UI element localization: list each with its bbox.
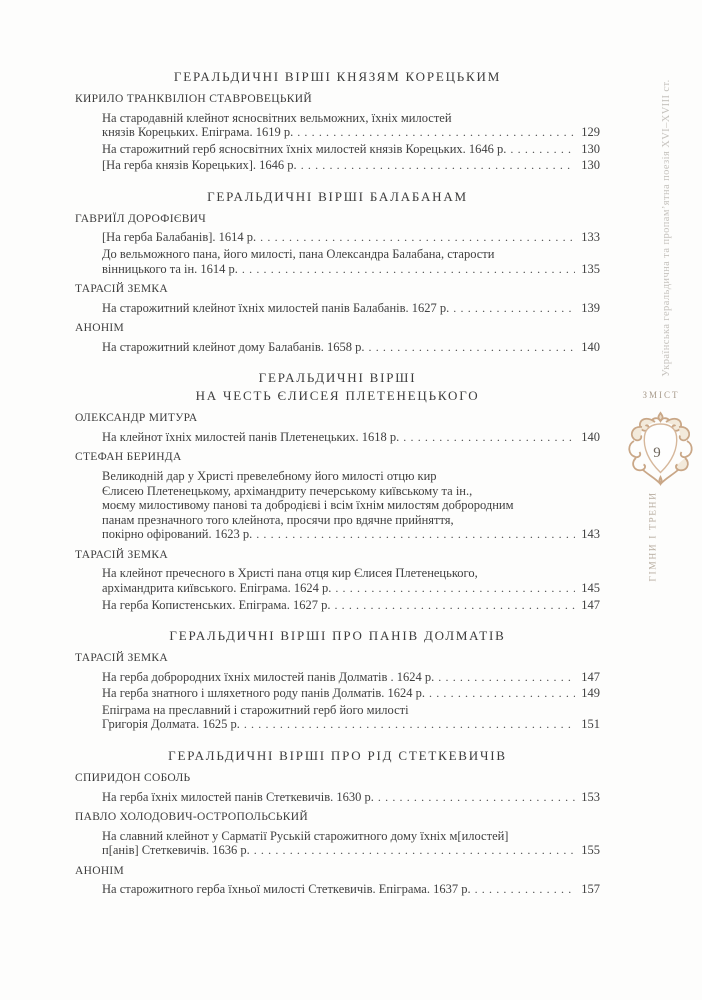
- toc-page-number: 145: [581, 581, 600, 595]
- page-number: 9: [653, 445, 661, 461]
- toc-entry-text: [На герба князів Корецьких]. 1646 р.: [102, 158, 297, 173]
- toc-entry-line: [102, 158, 600, 173]
- author-name: АНОНІМ: [75, 864, 125, 877]
- toc-page-number: 139: [581, 300, 600, 315]
- toc-section: [75, 369, 600, 612]
- toc-page-number: 133: [581, 230, 600, 245]
- section-heading-line: ГЕРАЛЬДИЧНІ ВІРШІ БАЛАБАНАМ: [207, 188, 468, 204]
- toc-entry: [102, 566, 600, 595]
- dot-leader: [244, 717, 575, 732]
- toc-entry-line: [102, 670, 600, 685]
- toc-entry: [102, 686, 600, 701]
- section-heading-line: ГЕРАЛЬДИЧНІ ВІРШІ ПРО ПАНІВ ДОЛМАТІВ: [169, 628, 506, 644]
- toc-entry: [102, 790, 600, 805]
- toc-entry-line: [102, 230, 600, 245]
- toc-entry-line: [102, 686, 600, 701]
- toc-entry: [102, 430, 600, 445]
- toc-page-number: 151: [581, 717, 600, 732]
- toc-page-number: 130: [581, 158, 600, 173]
- toc-page-number: 140: [581, 429, 600, 444]
- toc-page-number: 147: [581, 669, 600, 684]
- section-heading-line: ГЕРАЛЬДИЧНІ ВІРШІ КНЯЗЯМ КОРЕЦЬКИМ: [173, 69, 502, 84]
- toc-entry-line: [102, 125, 600, 140]
- dot-leader: [510, 142, 575, 157]
- section-heading: [75, 747, 600, 765]
- author-name: ОЛЕКСАНДР МИТУРА: [75, 412, 198, 425]
- toc-entry: [102, 469, 600, 542]
- author-name: СПИРИДОН СОБОЛЬ: [75, 772, 191, 785]
- toc-entry-text: На старожитного герба їхньої милості Стеткевичів. Епіграма. 1637 р.: [102, 882, 471, 897]
- toc-entry-line: [102, 142, 600, 157]
- toc-page-number: 140: [581, 339, 600, 354]
- toc-page-number: 157: [581, 882, 600, 897]
- toc-entry: [102, 670, 600, 685]
- toc-page-number: 135: [581, 261, 600, 276]
- toc-entry-line: [102, 882, 600, 897]
- toc-entry-text: На герба Копистенських. Епіграма. 1627 р.: [102, 597, 331, 612]
- toc-entry-line: моєму милостивому панові та добродієві і всім їхнім милостям доброродним: [102, 498, 514, 513]
- toc-page-number: 130: [581, 141, 600, 156]
- section-heading-line: ГЕРАЛЬДИЧНІ ВІРШІ: [258, 370, 417, 386]
- toc-entry: [102, 703, 600, 732]
- toc-entry-text: На герба знатного і шляхетного роду панів Долматів. 1624 р.: [102, 686, 426, 701]
- toc-entry: [102, 111, 600, 140]
- toc-section: [75, 747, 600, 897]
- dot-leader: [254, 843, 575, 858]
- toc-page-number: 147: [581, 597, 600, 612]
- toc-entry-line: [102, 340, 600, 355]
- dot-leader: [369, 340, 576, 355]
- toc-entry: [102, 158, 600, 173]
- author-name: СТЕФАН БЕРИНДА: [75, 451, 182, 464]
- section-tab-vertical: ГІМНИ І ТРЕНИ: [648, 491, 659, 582]
- toc-entry-line: [102, 790, 600, 805]
- toc-page-number: 149: [581, 686, 600, 701]
- author-name: ТАРАСІЙ ЗЕМКА: [75, 548, 168, 561]
- toc-entry-text: На старожитний герб ясносвітних їхніх милостей князів Корецьких. 1646 р.: [102, 141, 507, 156]
- dot-leader: [429, 686, 575, 701]
- toc-entry-text: Григорія Долмата. 1625 р.: [102, 717, 240, 732]
- toc-entry-line: [102, 527, 600, 542]
- section-heading-line: ГЕРАЛЬДИЧНІ ВІРШІ ПРО РІД СТЕТКЕВИЧІВ: [168, 748, 507, 764]
- dot-leader: [301, 158, 575, 173]
- toc-entry-line: До вельможного пана, його милості, пана Олександра Балабана, старости: [102, 246, 495, 261]
- toc-entry: [102, 230, 600, 245]
- toc-entry-line: панам презначного того клейнота, просячи про вдячне прийняття,: [102, 512, 454, 527]
- toc-section: [75, 188, 600, 354]
- author-name: ТАРАСІЙ ЗЕМКА: [75, 652, 168, 665]
- toc-entry-text: На старожитний клейнот дому Балабанів. 1658 р.: [102, 339, 365, 354]
- toc-page-number: 129: [581, 125, 600, 140]
- toc-entry-text: На герба доброродних їхніх милостей панів Долматів . 1624 р.: [102, 669, 435, 684]
- toc-entry-line: Великодній дар у Христі превелебному його милості отцю кир: [102, 468, 437, 483]
- author-name: КИРИЛО ТРАНКВІЛІОН СТАВРОВЕЦЬКИЙ: [75, 93, 312, 105]
- toc-entry: [102, 598, 600, 613]
- dot-leader: [256, 527, 575, 542]
- toc-page-number: 153: [581, 789, 600, 804]
- toc-entry-line: [102, 430, 600, 445]
- toc-entry-text: [На герба Балабанів]. 1614 р.: [102, 230, 257, 245]
- toc-section: [75, 68, 600, 173]
- toc-entry: [102, 829, 600, 858]
- toc-entry: [102, 247, 600, 276]
- section-heading: [75, 627, 600, 645]
- toc-entry-text: архімандрита київського. Епіграма. 1624 р.: [102, 581, 332, 595]
- toc-entry-line: Єлисею Плетенецькому, архімандриту печерському київському та ін.,: [102, 483, 473, 498]
- author-name: ГАВРИЇЛ ДОРОФІЄВИЧ: [75, 212, 207, 225]
- author-name: ПАВЛО ХОЛОДОВИЧ-ОСТРОПОЛЬСЬКИЙ: [75, 811, 308, 824]
- dot-leader: [378, 790, 575, 805]
- dot-leader: [335, 581, 575, 596]
- toc-page-number: 155: [581, 843, 600, 858]
- dot-leader: [438, 670, 575, 685]
- toc-entry: [102, 142, 600, 157]
- author-name: ТАРАСІЙ ЗЕМКА: [75, 283, 168, 296]
- author-name: АНОНІМ: [75, 322, 125, 335]
- section-heading: [75, 68, 600, 86]
- dot-leader: [334, 598, 575, 613]
- toc-entry-line: [102, 581, 600, 596]
- toc-entry-line: [102, 262, 600, 277]
- dot-leader: [475, 882, 575, 897]
- toc: [75, 60, 600, 899]
- toc-entry: [102, 301, 600, 316]
- toc-entry-text: На клейнот їхніх милостей панів Плетенецьких. 1618 р.: [102, 429, 400, 444]
- toc-entry-line: [102, 301, 600, 316]
- section-heading-line: НА ЧЕСТЬ ЄЛИСЕЯ ПЛЕТЕНЕЦЬКОГО: [195, 388, 480, 404]
- section-heading: [75, 369, 600, 405]
- toc-entry-text: На старожитний клейнот їхніх милостей панів Балабанів. 1627 р.: [102, 300, 450, 315]
- page-number-emblem-icon: [621, 410, 700, 489]
- dot-leader: [453, 301, 575, 316]
- toc-running-label: ЗМІСТ: [642, 390, 680, 400]
- dot-leader: [297, 125, 575, 140]
- book-title-vertical: Українська геральдична та пропам’ятна поезія XVI–XVIII ст.: [661, 79, 672, 377]
- toc-entry-text: покірно офірований. 1623 р.: [102, 527, 253, 542]
- dot-leader: [260, 230, 575, 245]
- toc-entry-line: [102, 717, 600, 732]
- toc-entry: [102, 340, 600, 355]
- toc-entry-text: На герба їхніх милостей панів Стеткевичів. 1630 р.: [102, 789, 374, 804]
- toc-entry-line: На стародавній клейнот ясносвітних вельможних, їхніх милостей: [102, 110, 452, 125]
- toc-entry-line: [102, 843, 600, 858]
- section-heading: [75, 188, 600, 206]
- toc-entry-line: На славний клейнот у Сарматії Руській старожитного дому їхніх м[илостей]: [102, 828, 509, 843]
- toc-page-number: 143: [581, 527, 600, 542]
- toc-entry-line: Епіграма на преславний і старожитний герб його милості: [102, 702, 409, 717]
- toc-entry-text: вінницького та ін. 1614 р.: [102, 261, 238, 276]
- toc-entry-text: князів Корецьких. Епіграма. 1619 р.: [102, 125, 294, 140]
- toc-entry-text: п[анів] Стеткевичів. 1636 р.: [102, 843, 250, 858]
- toc-section: [75, 627, 600, 732]
- toc-entry-line: [102, 598, 600, 613]
- toc-entry: [102, 882, 600, 897]
- dot-leader: [242, 262, 575, 277]
- dot-leader: [403, 430, 575, 445]
- toc-entry-line: На клейнот пречесного в Христі пана отця кир Єлисея Плетенецького,: [102, 566, 478, 581]
